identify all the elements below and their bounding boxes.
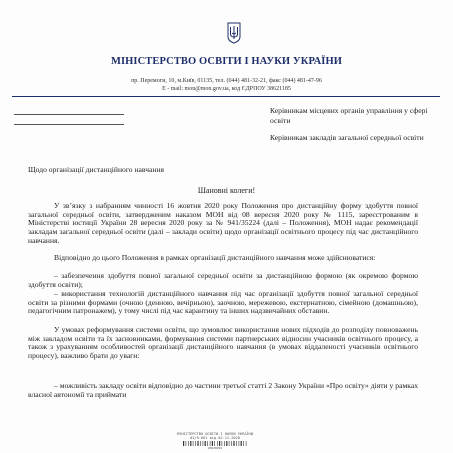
ministry-contacts: E - mail: mon@mon.gov.ua, код ЄДРПОУ 38621185	[162, 86, 291, 92]
barcode-number: 20628992	[207, 446, 223, 451]
body-paragraph: У умовах реформування системи освіти, що зумовлює використання нових підходів до розподілу повноважень між закладом освіти та їх засновниками, формування системи партнерських відносин учасників освітнього процесу, а також з урахуванням особливостей організації дистанційного навчання (в умовах віддаленості учасників освітнього процесу), важливо брати до уваги:	[28, 325, 418, 361]
trident-emblem-icon	[227, 22, 241, 44]
ministry-address: пр. Перемоги, 10, м.Київ, 01135, тел. (044) 481-32-21, факс (044) 481-47-96	[131, 78, 322, 84]
registration-stamp	[160, 432, 270, 451]
body-paragraph: Відповідно до цього Положення в рамках організації дистанційного навчання може здійснюватися:	[54, 253, 376, 262]
body-list-item: – використання технологій дистанційного навчання під час організації здобуття повної загальної середньої освіти за різними формами (очною (денною, вечірньою), заочною, мережевою, екстернатною, сімейною (домашньою), педагогічним патронажем), у тому числі під час карантину та інших надзвичайних обставин.	[28, 289, 418, 316]
registration-number-line	[14, 114, 124, 115]
letter-subject: Щодо організації дистанційного навчання	[28, 165, 165, 174]
ministry-name: МІНІСТЕРСТВО ОСВІТИ І НАУКИ УКРАЇНИ	[110, 56, 343, 67]
addressee-local-authorities: Керівникам місцевих органів управління у сфері освіти	[270, 106, 428, 125]
stamp-line: МІНІСТЕРСТВО ОСВІТИ І НАУКИ УКРАЇНИ	[177, 432, 253, 436]
letter-greeting: Шановні колеги!	[197, 186, 256, 195]
body-paragraph: У зв’язку з набранням чинності 16 жовтня 2020 року Положення про дистанційну форму здобуття повної загальної середньої освіти, затвердженим наказом МОН від 08 вересня 2020 року № 1115, зареєстрованим в Міністерстві юстиції України 28 вересня 2020 року за № 941/35224 (далі – Положення), МОН надає рекомендації закладам загальної середньої освіти (далі – заклади освіти) щодо організації освітнього процесу під час дистанційного навчання.	[28, 201, 418, 245]
header-rule	[12, 96, 440, 97]
reference-number-line	[14, 124, 124, 125]
body-list-item: – можливість закладу освіти відповідно до частини третьої статті 2 Закону України «Про освіту» діяти у рамках власної автономії та приймати	[28, 381, 418, 399]
body-list-item: – забезпечення здобуття повної загальної середньої освіти за дистанційною формою (як окремою формою здобуття освіти);	[28, 271, 418, 289]
addressee-school-heads: Керівникам закладів загальної середньої освіти	[270, 133, 424, 142]
stamp-line: #1/9-661 від 02.11.2020	[190, 436, 240, 441]
